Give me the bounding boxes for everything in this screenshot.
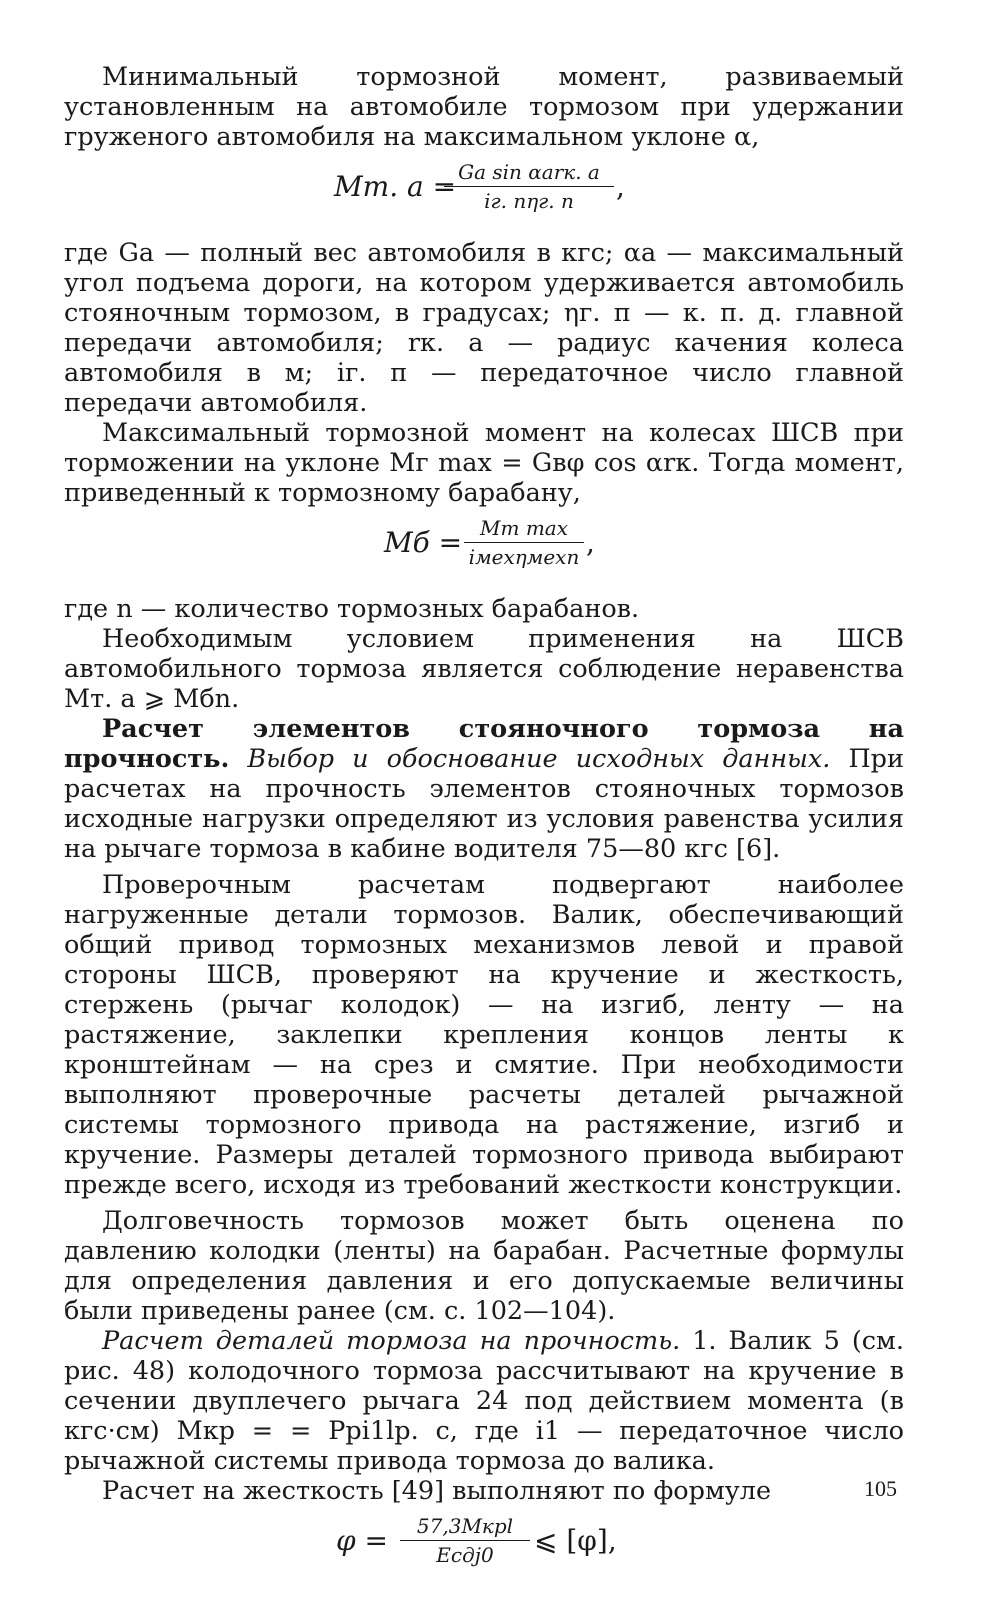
paragraph-8: Долговечность тормозов может быть оценена по давлению колодки (ленты) на барабан. Расчетные формулы для определения давления и его допускаемые величины были приведены ранее (см. с. 102—104). xyxy=(64,1206,904,1326)
paragraph-9 xyxy=(64,1326,904,1476)
formula-2-numerator: Mт max xyxy=(480,516,568,540)
formula-1-tail: , xyxy=(616,170,625,203)
paragraph-5: Необходимым условием применения на ШСВ автомобильного тормоза является соблюдение неравенства Mт. а ⩾ Mбn. xyxy=(64,624,904,714)
section-heading: Расчет элементов стояночного тормоза на прочность. xyxy=(64,714,904,774)
formula-drum-moment xyxy=(64,516,904,580)
formula-1-fraction xyxy=(444,160,614,213)
formula-3-bar xyxy=(400,1540,530,1541)
formula-3-lhs: φ = xyxy=(336,1524,388,1557)
formula-2-tail: , xyxy=(586,526,595,559)
formula-3-tail: ⩽ [φ], xyxy=(534,1524,617,1557)
paragraph-9-heading: Расчет деталей тормоза на прочность. xyxy=(102,1326,681,1356)
paragraph-9-text: 1. Валик 5 (см. рис. 48) колодочного тормоза рассчитывают на кручение в сечении двуплечего рычага 24 под действием момента (в кгс·см) Mкр = = Pрi1lр. с, где i1 — передаточное число рычажной системы привода тормоза до валика. xyxy=(64,1326,905,1476)
paragraph-10: Расчет на жесткость [49] выполняют по формуле xyxy=(102,1476,772,1506)
paragraph-3: Максимальный тормозной момент на колесах ШСВ при торможении на уклоне Mг max = Gвφ cos αrк. Тогда момент, приведенный к тормозному барабану, xyxy=(64,418,904,508)
page-number: 105 xyxy=(864,1476,897,1501)
paragraph-7: Проверочным расчетам подвергают наиболее нагруженные детали тормозов. Валик, обеспечивающий общий привод тормозных механизмов левой и правой стороны ШСВ, проверяют на кручение и жесткость, стержень (рычаг колодок) — на изгиб, ленту — на растяжение, заклепки крепления концов ленты к кронштейнам — на срез и смятие. При необходимости выполняют проверочные расчеты деталей рычажной системы тормозного привода на растяжение, изгиб и кручение. Размеры деталей тормозного привода выбирают прежде всего, исходя из требований жесткости конструкции. xyxy=(64,870,904,1200)
subsection-heading: Выбор и обоснование исходных данных. xyxy=(247,744,831,774)
paragraph-4: где n — количество тормозных барабанов. xyxy=(64,594,640,624)
formula-1-numerator: Gа sin αаrк. а xyxy=(458,160,600,184)
paragraph-6-text: При расчетах на прочность элементов стояночных тормозов исходные нагрузки определяют из условия равенства усилия на рычаге тормоза в кабине водителя 75—80 кгс [6]. xyxy=(64,744,904,864)
formula-2-denominator: iмехηмехn xyxy=(468,545,580,569)
formula-1-denominator: iг. пηг. п xyxy=(484,189,574,213)
formula-3-denominator: Eсдj0 xyxy=(436,1543,494,1567)
paragraph-6 xyxy=(64,714,904,864)
formula-2-lhs: Mб = xyxy=(384,526,463,559)
formula-3-numerator: 57,3Mкрl xyxy=(416,1514,514,1538)
paragraph-1: Минимальный тормозной момент, развиваемый установленным на автомобиле тормозом при удержании груженого автомобиля на максимальном уклоне α, xyxy=(64,62,904,152)
formula-2-bar xyxy=(464,542,584,543)
paragraph-2: где Gа — полный вес автомобиля в кгс; αа — максимальный угол подъема дороги, на котором удерживается автомобиль стояночным тормозом, в градусах; ηг. п — к. п. д. главной передачи автомобиля; rк. а — радиус качения колеса автомобиля в м; iг. п — передаточное число главной передачи автомобиля. xyxy=(64,238,904,418)
formula-1-bar xyxy=(444,186,614,187)
formula-1-lhs: Mт. а = xyxy=(334,170,457,203)
formula-3-fraction xyxy=(400,1514,530,1567)
formula-stiffness xyxy=(64,1514,904,1578)
page-body xyxy=(64,62,904,1592)
formula-brake-moment-vehicle xyxy=(64,160,904,224)
formula-2-fraction xyxy=(464,516,584,569)
